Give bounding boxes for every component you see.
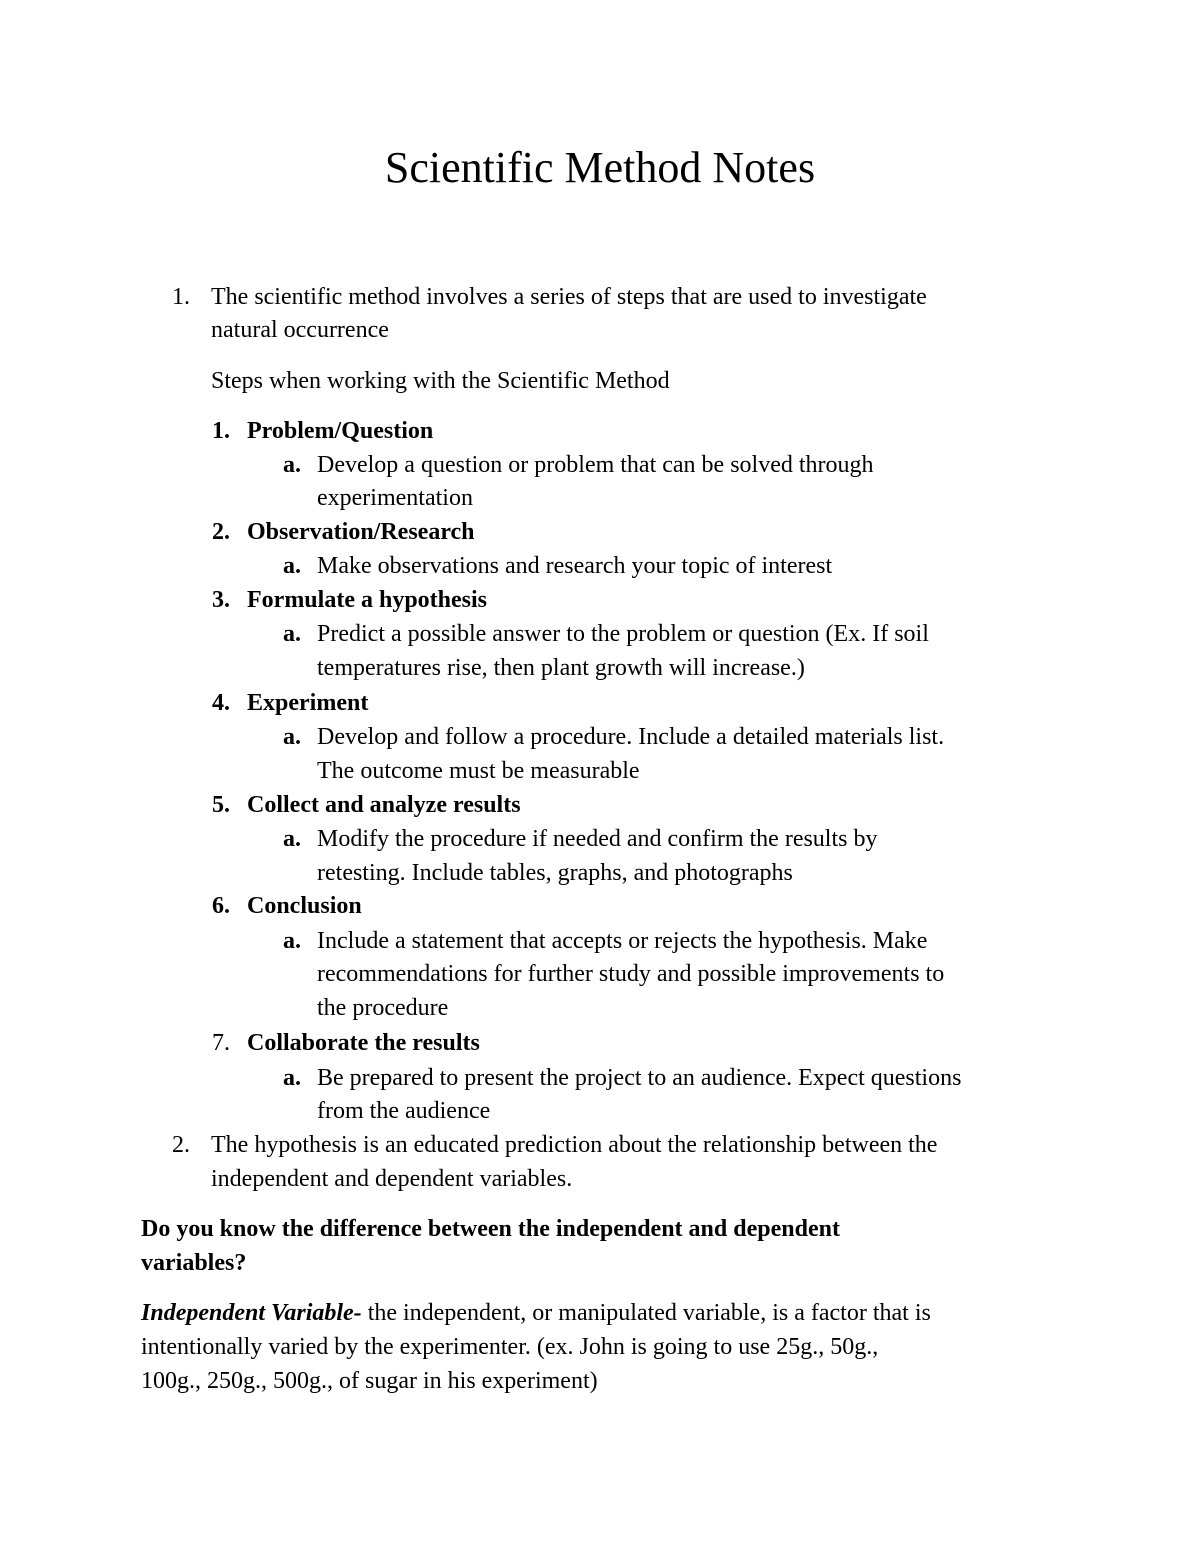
substep-text: Develop a question or problem that can be solved through xyxy=(317,452,874,478)
step-marker: 2. xyxy=(212,519,230,545)
definition-text: 100g., 250g., 500g., of sugar in his experiment) xyxy=(141,1368,598,1394)
step-marker: 1. xyxy=(212,418,230,444)
step-marker: 7. xyxy=(212,1030,230,1056)
definition-term: Independent Variable- xyxy=(141,1300,362,1326)
substep-marker: a. xyxy=(283,826,301,852)
step-heading: Collect and analyze results xyxy=(247,792,521,818)
step-marker: 6. xyxy=(212,893,230,919)
substep-marker: a. xyxy=(283,452,301,478)
substep-text: Be prepared to present the project to an audience. Expect questions xyxy=(317,1065,962,1091)
substep-text: Make observations and research your topic of interest xyxy=(317,553,833,579)
step-heading: Observation/Research xyxy=(247,519,475,545)
page-title: Scientific Method Notes xyxy=(384,143,816,192)
step-heading: Collaborate the results xyxy=(247,1030,480,1056)
substep-text: temperatures rise, then plant growth will increase.) xyxy=(317,655,805,681)
substep-marker: a. xyxy=(283,1065,301,1091)
substep-text: The outcome must be measurable xyxy=(317,758,640,784)
substep-text: Include a statement that accepts or rejects the hypothesis. Make xyxy=(317,928,928,954)
substep-text: from the audience xyxy=(317,1098,491,1124)
substep-text: recommendations for further study and possible improvements to xyxy=(317,961,945,987)
definition-text: intentionally varied by the experimenter. (ex. John is going to use 25g., 50g., xyxy=(141,1334,879,1360)
definition-first-line xyxy=(141,1296,931,1330)
substep-marker: a. xyxy=(283,928,301,954)
step-heading: Problem/Question xyxy=(247,418,434,444)
step-heading: Formulate a hypothesis xyxy=(247,587,487,613)
substep-marker: a. xyxy=(283,724,301,750)
step-marker: 3. xyxy=(212,587,230,613)
substep-text: Predict a possible answer to the problem or question (Ex. If soil xyxy=(317,621,929,647)
definition-text: the independent, or manipulated variable, is a factor that is xyxy=(361,1300,931,1326)
substep-text: Modify the procedure if needed and confirm the results by xyxy=(317,826,878,852)
step-marker: 4. xyxy=(212,690,230,716)
main-item-text: natural occurrence xyxy=(211,317,389,343)
main-item-text: The scientific method involves a series of steps that are used to investigate xyxy=(211,284,927,310)
question-line: Do you know the difference between the independent and dependent xyxy=(141,1216,840,1242)
step-heading: Experiment xyxy=(247,690,369,716)
substep-marker: a. xyxy=(283,621,301,647)
main-item-marker: 2. xyxy=(172,1132,190,1158)
substep-text: the procedure xyxy=(317,995,449,1021)
steps-intro: Steps when working with the Scientific Method xyxy=(211,368,670,394)
substep-marker: a. xyxy=(283,553,301,579)
question-line: variables? xyxy=(141,1250,247,1276)
substep-text: experimentation xyxy=(317,485,473,511)
main-item-text: independent and dependent variables. xyxy=(211,1166,573,1192)
substep-text: Develop and follow a procedure. Include a detailed materials list. xyxy=(317,724,945,750)
step-heading: Conclusion xyxy=(247,893,362,919)
main-item-marker: 1. xyxy=(172,284,190,310)
step-marker: 5. xyxy=(212,792,230,818)
substep-text: retesting. Include tables, graphs, and photographs xyxy=(317,860,793,886)
main-item-text: The hypothesis is an educated prediction about the relationship between the xyxy=(211,1132,938,1158)
